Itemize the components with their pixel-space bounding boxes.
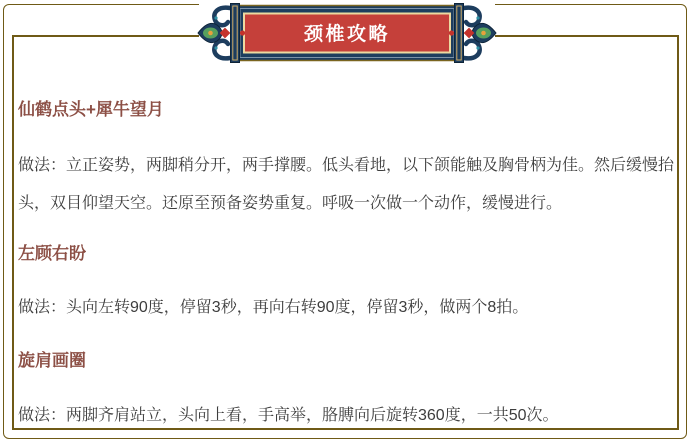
section-body-2: 做法：头向左转90度，停留3秒，再向右转90度，停留3秒，做两个8拍。: [18, 299, 529, 316]
title-banner: [197, 1, 497, 65]
section-heading-2: 左顾右盼: [18, 244, 86, 263]
article-content: [18, 37, 674, 435]
section-heading-3: 旋肩画圈: [18, 351, 86, 370]
banner-title: 颈椎攻略: [303, 24, 391, 45]
section-body-1: 做法：立正姿势，两脚稍分开，两手撑腰。低头看地，以下颌能触及胸骨柄为佳。然后缓慢抬头，双目仰望天空。还原至预备姿势重复。呼吸一次做一个动作，缓慢进行。: [18, 157, 675, 212]
section-body-3: 做法：两脚齐肩站立，头向上看，手高举，胳膊向后旋转360度，一共50次。: [18, 407, 559, 424]
section-heading-1: 仙鹤点头+犀牛望月: [18, 100, 164, 119]
title-banner-graphic: [197, 1, 497, 65]
